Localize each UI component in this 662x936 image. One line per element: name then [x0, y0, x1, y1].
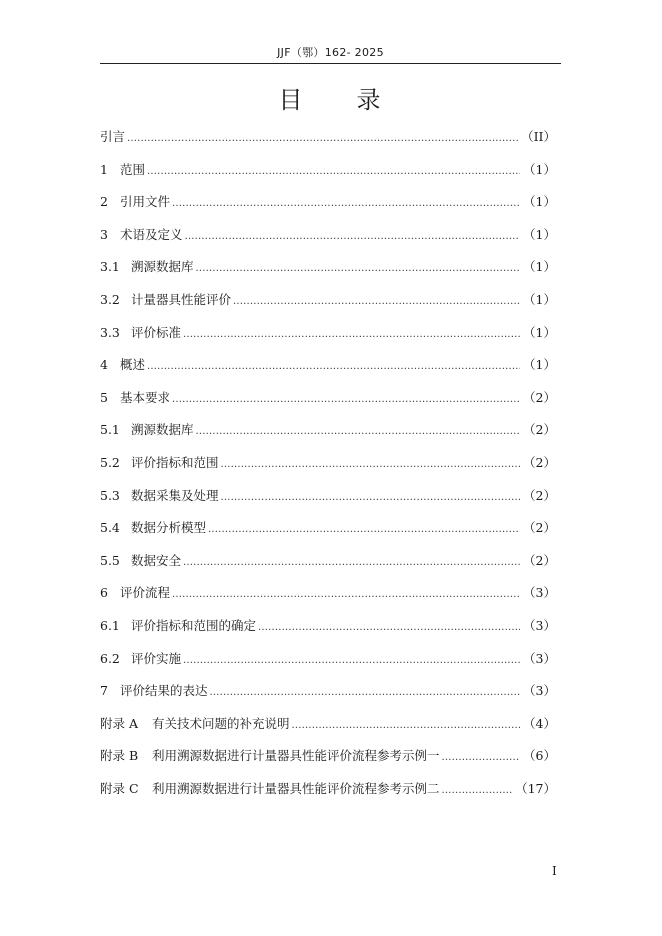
toc-entry-number: 附录 C	[100, 780, 139, 796]
toc-entry	[100, 355, 556, 388]
toc-entry-title: 基本要求	[120, 389, 171, 405]
toc-entry-page: （2）	[523, 454, 556, 470]
toc-entry-number: 5.2	[100, 454, 120, 470]
toc-entry	[100, 127, 556, 160]
toc-dot-leader	[183, 325, 520, 345]
toc-entry-page: （1）	[523, 259, 556, 275]
toc-entry	[100, 323, 556, 356]
toc-entry	[100, 486, 556, 519]
toc-entry-page: （1）	[523, 161, 556, 177]
toc-entry	[100, 779, 556, 812]
toc-entry-number: 2	[100, 194, 108, 210]
toc-entry-number: 5.1	[100, 422, 120, 438]
toc-entry-title: 概述	[120, 357, 146, 373]
toc-entry	[100, 746, 556, 779]
toc-dot-leader	[147, 162, 520, 182]
toc-entry-title: 有关技术问题的补充说明	[152, 715, 290, 731]
table-of-contents	[100, 127, 556, 811]
toc-entry-number: 3.1	[100, 259, 120, 275]
toc-entry	[100, 420, 556, 453]
toc-dot-leader	[208, 520, 520, 540]
toc-dot-leader	[196, 422, 521, 442]
toc-entry-number: 7	[100, 683, 108, 699]
toc-entry	[100, 225, 556, 258]
toc-entry-page: （2）	[523, 552, 556, 568]
toc-entry-title: 评价标准	[131, 324, 182, 340]
toc-entry-number: 6	[100, 585, 108, 601]
page-title: 目 录	[278, 86, 383, 114]
toc-entry-page: （2）	[523, 487, 556, 503]
toc-entry-title: 评价指标和范围的确定	[131, 617, 257, 633]
toc-entry-number: 5.4	[100, 520, 120, 536]
toc-entry-number: 3.3	[100, 324, 120, 340]
toc-entry-title: 溯源数据库	[131, 259, 194, 275]
toc-entry-page: （3）	[523, 617, 556, 633]
toc-entry	[100, 192, 556, 225]
toc-entry-number: 3.2	[100, 291, 120, 307]
toc-dot-leader	[185, 227, 521, 247]
toc-dot-leader	[292, 716, 521, 736]
toc-entry-number: 附录 A	[100, 715, 139, 731]
toc-entry	[100, 681, 556, 714]
toc-entry-page: （17）	[515, 780, 556, 796]
toc-entry-title: 范围	[120, 161, 146, 177]
toc-entry-title: 数据采集及处理	[131, 487, 219, 503]
toc-entry-title: 利用溯源数据进行计量器具性能评价流程参考示例二	[152, 780, 440, 796]
toc-entry	[100, 616, 556, 649]
toc-entry-page: （II）	[521, 129, 556, 144]
toc-dot-leader	[196, 259, 521, 279]
toc-entry-title: 数据分析模型	[131, 520, 207, 536]
toc-entry-page: （1）	[523, 291, 556, 307]
toc-entry-number: 5.3	[100, 487, 120, 503]
toc-entry-number: 3	[100, 226, 108, 242]
toc-entry-title: 溯源数据库	[131, 422, 194, 438]
toc-entry	[100, 649, 556, 682]
toc-dot-leader	[127, 129, 518, 149]
toc-entry-title: 数据安全	[131, 552, 182, 568]
toc-entry-page: （2）	[523, 520, 556, 536]
toc-entry-title: 利用溯源数据进行计量器具性能评价流程参考示例一	[152, 748, 440, 764]
toc-dot-leader	[258, 618, 520, 638]
toc-dot-leader	[221, 455, 521, 475]
toc-entry-number: 附录 B	[100, 748, 139, 764]
toc-entry	[100, 257, 556, 290]
toc-entry	[100, 453, 556, 486]
toc-entry-number: 5.5	[100, 552, 120, 568]
toc-entry-title: 计量器具性能评价	[131, 291, 232, 307]
toc-entry-page: （3）	[523, 683, 556, 699]
toc-entry-title: 引用文件	[120, 194, 171, 210]
toc-dot-leader	[442, 748, 521, 768]
toc-entry	[100, 290, 556, 323]
toc-entry-page: （1）	[523, 324, 556, 340]
toc-entry-title: 评价指标和范围	[131, 454, 219, 470]
toc-entry	[100, 551, 556, 584]
toc-entry	[100, 583, 556, 616]
page-number: I	[552, 864, 557, 878]
toc-entry-title: 评价实施	[131, 650, 182, 666]
toc-entry-number: 6.2	[100, 650, 120, 666]
toc-dot-leader	[210, 683, 521, 703]
toc-entry-page: （3）	[523, 650, 556, 666]
toc-dot-leader	[172, 585, 520, 605]
document-header: JJF（鄂）162- 2025	[277, 46, 384, 59]
toc-entry-page: （3）	[523, 585, 556, 601]
header-rule	[100, 63, 561, 64]
toc-entry-title: 评价流程	[120, 585, 171, 601]
toc-entry-page: （2）	[523, 422, 556, 438]
toc-dot-leader	[172, 390, 520, 410]
toc-dot-leader	[147, 357, 520, 377]
toc-dot-leader	[183, 651, 520, 671]
toc-entry-title: 评价结果的表达	[120, 683, 208, 699]
toc-entry-title: 引言	[100, 129, 126, 144]
toc-entry-number: 1	[100, 161, 108, 177]
toc-entry-number: 5	[100, 389, 108, 405]
toc-entry	[100, 160, 556, 193]
toc-entry-page: （1）	[523, 194, 556, 210]
toc-entry	[100, 388, 556, 421]
toc-entry-number: 6.1	[100, 617, 120, 633]
toc-entry	[100, 518, 556, 551]
toc-entry	[100, 714, 556, 747]
toc-dot-leader	[172, 194, 520, 214]
toc-entry-page: （1）	[523, 226, 556, 242]
toc-dot-leader	[442, 781, 513, 801]
toc-entry-page: （1）	[523, 357, 556, 373]
toc-entry-title: 术语及定义	[120, 226, 183, 242]
toc-entry-number: 4	[100, 357, 108, 373]
toc-dot-leader	[183, 553, 520, 573]
toc-dot-leader	[233, 292, 520, 312]
toc-entry-page: （2）	[523, 389, 556, 405]
toc-entry-page: （4）	[523, 715, 556, 731]
toc-dot-leader	[221, 488, 521, 508]
toc-entry-page: （6）	[523, 748, 556, 764]
